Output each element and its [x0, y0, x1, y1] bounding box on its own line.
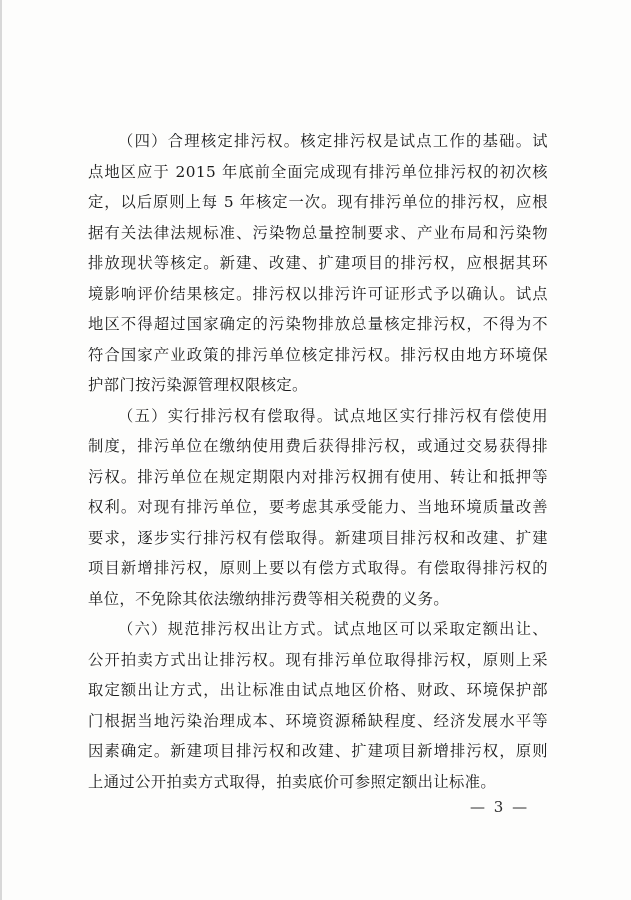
page-number: — 3 —	[470, 798, 530, 816]
text-line: 公开拍卖方式出让排污权。现有排污单位取得排污权，原则上采	[88, 650, 548, 669]
text-line: 门根据当地污染治理成本、环境资源稀缺程度、经济发展水平等	[88, 711, 548, 730]
text-line: 地区不得超过国家确定的污染物排放总量核定排污权，不得为不	[88, 315, 548, 333]
text-line: 符合国家产业政策的排污单位核定排污权。排污权由地方环境保	[88, 345, 548, 364]
text-line: 取定额出让方式，出让标准由试点地区价格、财政、环境保护部	[88, 681, 548, 699]
paragraph-section-4	[88, 126, 548, 401]
text-line: 定，以后原则上每 5 年核定一次。现有排污单位的排污权，应根	[88, 193, 548, 211]
text-line: 污权。排污单位在规定期限内对排污权拥有使用、转让和抵押等	[88, 467, 548, 486]
text-line: 护部门按污染源管理权限核定。	[88, 376, 308, 394]
text-line: （五）实行排污权有偿取得。试点地区实行排污权有偿使用	[118, 406, 548, 425]
text-line: 制度，排污单位在缴纳使用费后获得排污权，或通过交易获得排	[88, 437, 548, 455]
text-line: 因素确定。新建项目排污权和改建、扩建项目新增排污权，原则	[88, 742, 548, 760]
text-line: 排放现状等核定。新建、改建、扩建项目的排污权，应根据其环	[88, 254, 548, 272]
text-line: （四）合理核定排污权。核定排污权是试点工作的基础。试	[118, 132, 548, 150]
text-line: 上通过公开拍卖方式取得，拍卖底价可参照定额出让标准。	[88, 772, 497, 791]
text-line: 要求，逐步实行排污权有偿取得。新建项目排污权和改建、扩建	[88, 528, 548, 547]
text-line: 单位，不免除其依法缴纳排污费等相关税费的义务。	[88, 589, 450, 608]
text-line: 权利。对现有排污单位，要考虑其承受能力、当地环境质量改善	[88, 498, 548, 516]
scan-edge	[0, 0, 2, 900]
document-body	[88, 126, 548, 797]
text-line: 境影响评价结果核定。排污权以排污许可证形式予以确认。试点	[88, 284, 548, 303]
text-line: 项目新增排污权，原则上要以有偿方式取得。有偿取得排污权的	[88, 559, 548, 577]
paragraph-section-5	[88, 401, 548, 615]
text-line: 据有关法律法规标准、污染物总量控制要求、产业布局和污染物	[88, 223, 548, 242]
text-line: （六）规范排污权出让方式。试点地区可以采取定额出让、	[118, 620, 548, 638]
paragraph-section-6	[88, 614, 548, 797]
text-line: 点地区应于 2015 年底前全面完成现有排污单位排污权的初次核	[88, 162, 548, 181]
